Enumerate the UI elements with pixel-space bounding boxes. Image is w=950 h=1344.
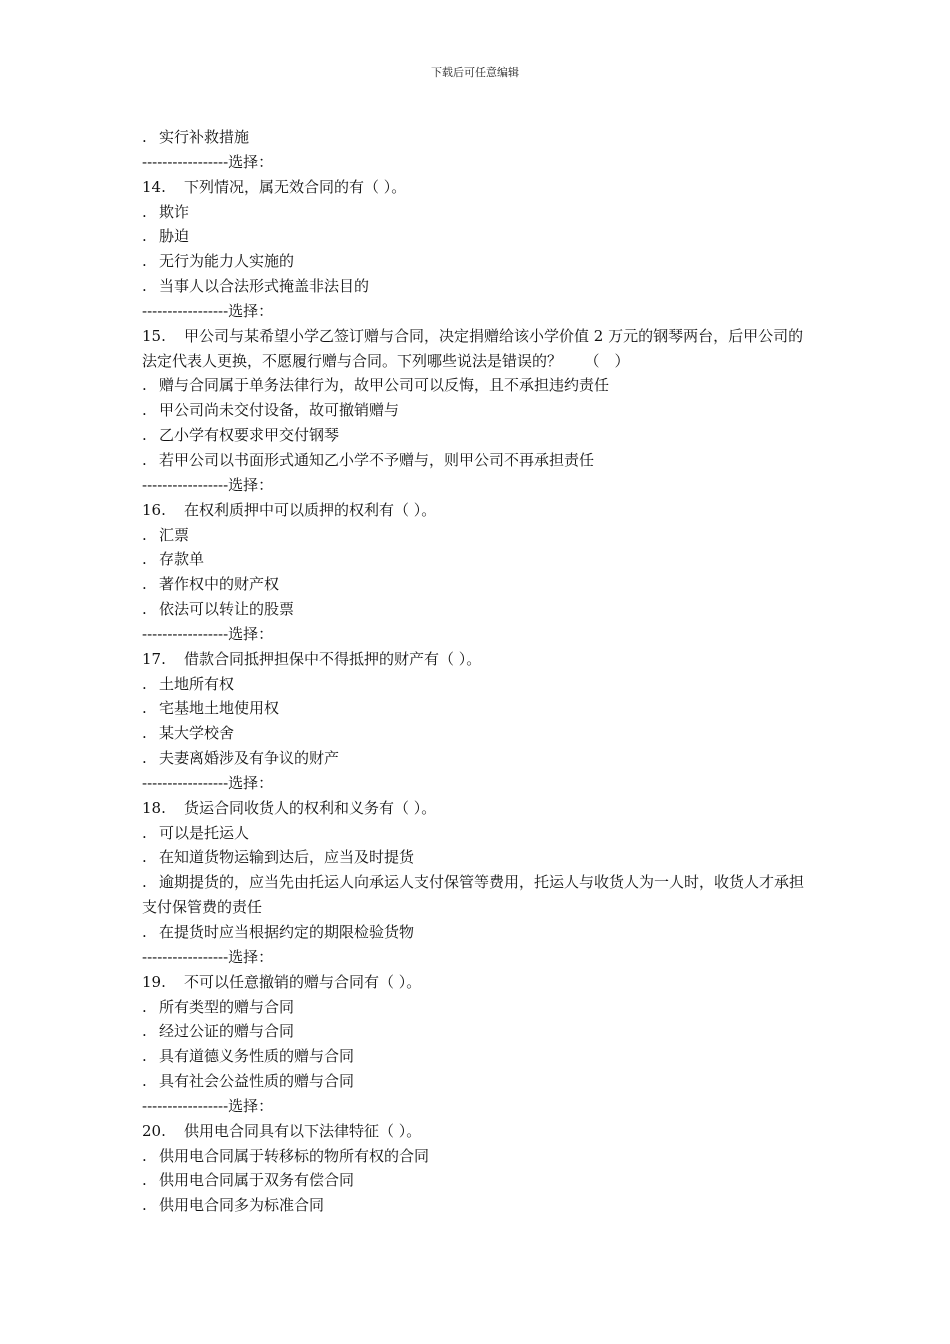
option-text: 甲公司尚未交付设备，故可撤销赠与 (159, 401, 400, 420)
option-marker: . (142, 848, 147, 867)
option-text: 具有道德义务性质的赠与合同 (159, 1047, 355, 1066)
option-marker: . (142, 724, 147, 743)
option-text: 依法可以转让的股票 (159, 600, 295, 619)
option-text: 所有类型的赠与合同 (159, 997, 295, 1016)
option-text: 宅基地土地使用权 (159, 699, 280, 718)
answer-option (142, 224, 814, 249)
answer-option (142, 274, 814, 299)
option-text: 汇票 (159, 525, 190, 544)
option-text: 可以是托运人 (159, 823, 250, 842)
answer-option (142, 249, 814, 274)
option-marker: . (142, 600, 147, 619)
answer-separator: -----------------选择： (142, 475, 274, 494)
answer-option (142, 398, 814, 423)
option-text: 存款单 (159, 550, 205, 569)
question-number: 15. (142, 326, 166, 345)
answer-option (142, 995, 814, 1020)
option-text: 供用电合同多为标准合同 (159, 1196, 325, 1215)
answer-option (142, 597, 814, 622)
question-number: 16. (142, 500, 166, 519)
answer-option (142, 920, 814, 945)
question-17 (142, 647, 814, 672)
option-marker: . (142, 923, 147, 941)
answer-option (142, 1044, 814, 1069)
option-marker: . (142, 674, 147, 693)
option-marker: . (142, 699, 147, 718)
option-marker: . (142, 575, 147, 594)
option-text: 供用电合同属于转移标的物所有权的合同 (159, 1146, 430, 1165)
option-text: 胁迫 (159, 227, 190, 246)
answer-option (142, 821, 814, 846)
option-text: 赠与合同属于单务法律行为，故甲公司可以反悔，且不承担违约责任 (159, 376, 610, 395)
option-text: 若甲公司以书面形式通知乙小学不予赠与，则甲公司不再承担责任 (159, 450, 595, 469)
answer-option (142, 547, 814, 572)
question-20 (142, 1119, 814, 1144)
question-14 (142, 175, 814, 200)
option-marker: . (142, 873, 147, 892)
question-text: 下列情况，属无效合同的有（ ）。 (184, 177, 407, 196)
page-header: 下载后可任意编辑 (431, 66, 519, 79)
option-text: 夫妻离婚涉及有争议的财产 (159, 749, 340, 768)
option-marker: . (142, 376, 147, 395)
answer-option (142, 448, 814, 473)
answer-option (142, 1168, 814, 1193)
option-text: 土地所有权 (159, 674, 235, 693)
option-marker: . (142, 823, 147, 842)
answer-separator: -----------------选择： (142, 773, 274, 792)
option-marker: . (142, 525, 147, 544)
question-text: 借款合同抵押担保中不得抵押的财产有（ ）。 (184, 649, 482, 668)
answer-option (142, 423, 814, 448)
answer-separator: -----------------选择： (142, 624, 274, 643)
question-19 (142, 970, 814, 995)
question-number: 19. (142, 972, 166, 991)
option-text: 具有社会公益性质的赠与合同 (159, 1072, 355, 1091)
option-text: 供用电合同属于双务有偿合同 (159, 1171, 355, 1190)
option-text: 当事人以合法形式掩盖非法目的 (159, 277, 370, 296)
answer-separator: -----------------选择： (142, 1096, 274, 1115)
option-text: 逾期提货的，应当先由托运人向承运人支付保管等费用，托运人与收货人为一人时，收货人才承担支付保管费的责任 (142, 873, 805, 917)
option-marker: . (142, 1196, 147, 1215)
option-marker: . (142, 1171, 147, 1190)
answer-option (142, 125, 814, 150)
answer-option (142, 1193, 814, 1218)
option-marker: . (142, 550, 147, 569)
option-marker: . (142, 401, 147, 420)
question-text: 供用电合同具有以下法律特征（ ）。 (184, 1121, 422, 1140)
option-marker: . (142, 450, 147, 469)
question-18 (142, 796, 814, 821)
option-marker: . (142, 128, 147, 146)
question-number: 20. (142, 1121, 166, 1140)
option-text: 乙小学有权要求甲交付钢琴 (159, 426, 340, 445)
option-marker: . (142, 202, 147, 221)
answer-option (142, 672, 814, 697)
option-text: 某大学校舍 (159, 724, 235, 743)
answer-option (142, 1144, 814, 1169)
question-number: 18. (142, 798, 166, 817)
answer-option (142, 1069, 814, 1094)
answer-option (142, 523, 814, 548)
question-15 (142, 324, 814, 374)
option-text: 经过公证的赠与合同 (159, 1022, 295, 1041)
option-text: 实行补救措施 (159, 128, 250, 146)
answer-option (142, 572, 814, 597)
answer-separator: -----------------选择： (142, 301, 274, 320)
option-marker: . (142, 749, 147, 768)
question-text: 不可以任意撤销的赠与合同有（ ）。 (184, 972, 422, 991)
answer-option (142, 373, 814, 398)
answer-option (142, 870, 814, 920)
option-text: 著作权中的财产权 (159, 575, 280, 594)
option-marker: . (142, 1047, 147, 1066)
answer-option (142, 1019, 814, 1044)
answer-option (142, 200, 814, 225)
option-text: 在提货时应当根据约定的期限检验货物 (159, 923, 415, 941)
question-text: 甲公司与某希望小学乙签订赠与合同，决定捐赠给该小学价值 2 万元的钢琴两台，后甲公司的法定代表人更换，不愿履行赠与合同。下列哪些说法是错误的？ （ ） (142, 326, 804, 370)
question-text: 货运合同收货人的权利和义务有（ ）。 (184, 798, 437, 817)
question-number: 17. (142, 649, 166, 668)
option-text: 欺诈 (159, 202, 190, 221)
question-number: 14. (142, 177, 166, 196)
option-marker: . (142, 252, 147, 271)
option-marker: . (142, 227, 147, 246)
answer-option (142, 845, 814, 870)
document-body (142, 125, 814, 1218)
option-marker: . (142, 426, 147, 445)
answer-separator: -----------------选择： (142, 152, 274, 171)
option-marker: . (142, 1146, 147, 1165)
option-marker: . (142, 277, 147, 296)
question-16 (142, 498, 814, 523)
answer-option (142, 746, 814, 771)
answer-separator: -----------------选择： (142, 947, 274, 966)
option-marker: . (142, 1072, 147, 1091)
option-marker: . (142, 1022, 147, 1041)
answer-option (142, 721, 814, 746)
answer-option (142, 696, 814, 721)
option-text: 无行为能力人实施的 (159, 252, 295, 271)
question-text: 在权利质押中可以质押的权利有（ ）。 (184, 500, 437, 519)
option-marker: . (142, 997, 147, 1016)
option-text: 在知道货物运输到达后，应当及时提货 (159, 848, 415, 867)
